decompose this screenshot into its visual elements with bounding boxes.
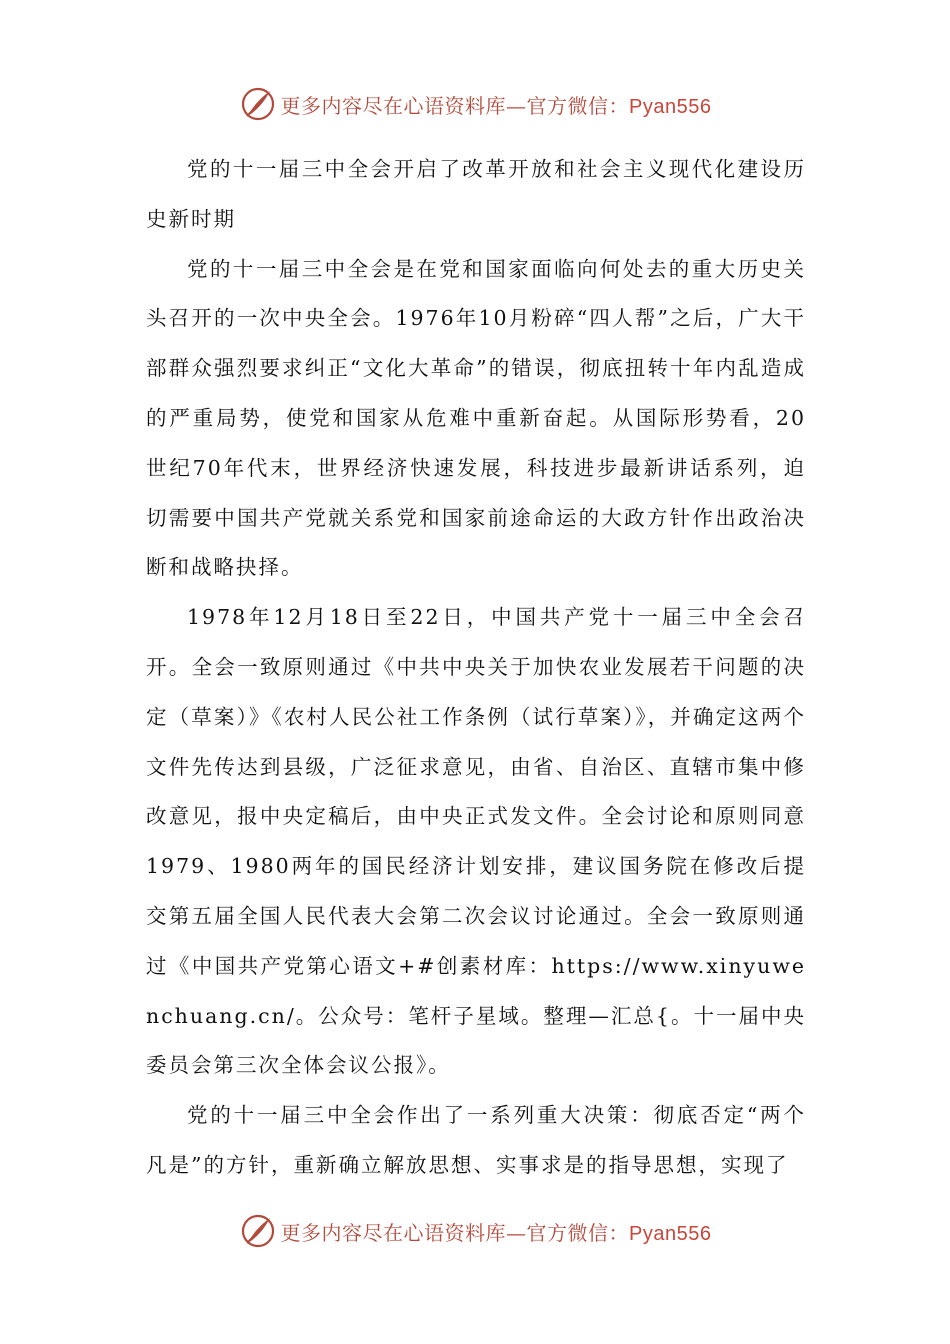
footer-banner xyxy=(0,1209,950,1253)
document-body xyxy=(146,145,806,1191)
paragraph-1: 党的十一届三中全会是在党和国家面临向何处去的重大历史关头召开的一次中央全会。1976年10月粉碎“四人帮”之后，广大干部群众强烈要求纠正“文化大革命”的错误，彻底扭转十年内乱造成的严重局势，使党和国家从危难中重新奋起。从国际形势看，20世纪70年代末，世界经济快速发展，科技进步最新讲话系列，迫切需要中国共产党就关系党和国家前途命运的大政方针作出政治决断和战略抉择。 xyxy=(146,256,806,580)
quill-pen-logo-icon xyxy=(239,1212,277,1250)
header-banner xyxy=(0,82,950,126)
banner-text: 更多内容尽在心语资料库—官方微信：Pyan556 xyxy=(280,1220,712,1245)
paragraph-2: 1978年12月18日至22日，中国共产党十一届三中全会召开。全会一致原则通过《中共中央关于加快农业发展若干问题的决定（草案）》《农村人民公社工作条例（试行草案）》，并确定这两个文件先传达到县级，广泛征求意见，由省、自治区、直辖市集中修改意见，报中央定稿后，由中央正式发文件。全会讨论和原则同意1979、1980两年的国民经济计划安排，建议国务院在修改后提交第五届全国人民代表大会第二次会议讨论通过。全会一致原则通过《中国共产党第心语文+#创素材库：https://www.xinyuwenchuang.cn/。公众号：笔杆子星域。整理—汇总{。十一届中央委员会第三次全体会议公报》。 xyxy=(146,605,806,1078)
paragraph-3: 党的十一届三中全会作出了一系列重大决策：彻底否定“两个凡是”的方针，重新确立解放思想、实事求是的指导思想，实现了 xyxy=(146,1103,806,1177)
wechat-id: Pyan556 xyxy=(629,95,712,118)
banner-text: 更多内容尽在心语资料库—官方微信：Pyan556 xyxy=(280,93,712,118)
quill-pen-logo-icon xyxy=(239,85,277,123)
wechat-id: Pyan556 xyxy=(629,1222,712,1245)
document-title: 党的十一届三中全会开启了改革开放和社会主义现代化建设历史新时期 xyxy=(146,157,806,231)
